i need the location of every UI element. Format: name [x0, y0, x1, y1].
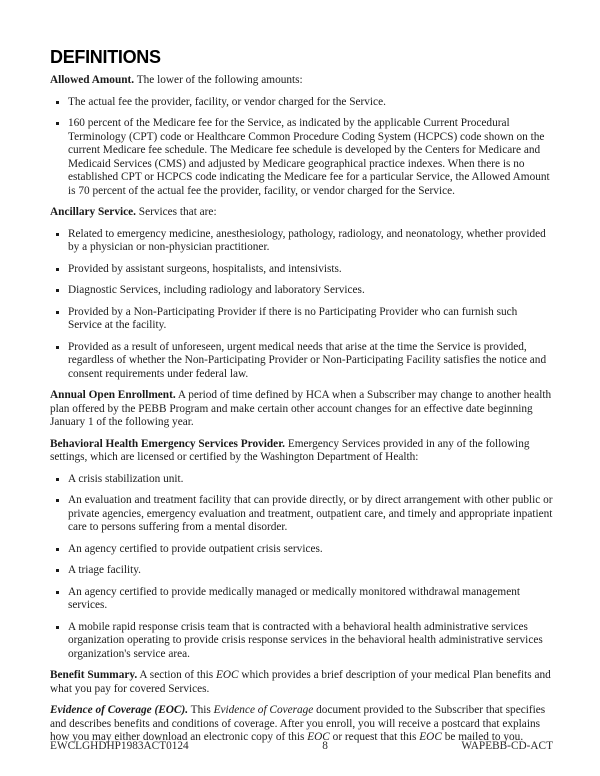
defined-term: Evidence of Coverage (EOC).	[50, 704, 189, 716]
bullet-item	[50, 564, 553, 578]
bullet-item	[50, 306, 553, 333]
definition-paragraph	[50, 74, 553, 88]
bullet-item	[50, 473, 553, 487]
definition-text: Provided as a result of unforeseen, urgent medical needs that arise at the time the Service is provided, regardless of whether the Non-Participating Provider or Non-Participating Facility satisfies the notice and consent requirements under federal law.	[68, 340, 547, 380]
bullet-marker-icon	[56, 591, 59, 594]
defined-term: Allowed Amount.	[50, 74, 135, 86]
definition-text: Services that are:	[135, 206, 217, 218]
defined-term: Benefit Summary.	[50, 669, 138, 681]
page-footer	[50, 740, 553, 754]
definition-paragraph	[50, 669, 553, 696]
bullet-item	[50, 494, 553, 535]
defined-term: Behavioral Health Emergency Services Provider.	[50, 437, 285, 450]
definition-text: Diagnostic Services, including radiology and laboratory Services.	[68, 284, 365, 296]
bullet-item	[50, 621, 553, 662]
definition-text: Related to emergency medicine, anesthesiology, pathology, radiology, and neonatology, whether provided by a physician or non-physician practitioner.	[68, 227, 546, 253]
definitions-content	[50, 74, 553, 745]
definition-paragraph	[50, 704, 553, 745]
defined-term: Annual Open Enrollment.	[50, 389, 176, 401]
bullet-item	[50, 284, 553, 298]
definition-text: Provided by a Non-Participating Provider if there is no Participating Provider who can furnish such Service at the facility.	[68, 305, 518, 331]
bullet-marker-icon	[56, 233, 59, 236]
definition-text: Provided by assistant surgeons, hospitalists, and intensivists.	[68, 262, 342, 275]
definition-text: An agency certified to provide medically managed or medically monitored withdrawal management services.	[68, 585, 521, 611]
bullet-item	[50, 228, 553, 255]
definition-text: An agency certified to provide outpatient crisis services.	[68, 542, 323, 555]
definition-text: EOC	[307, 731, 330, 743]
bullet-marker-icon	[56, 122, 59, 125]
bullet-item	[50, 96, 553, 110]
bullet-marker-icon	[56, 311, 59, 314]
bullet-item	[50, 341, 553, 382]
bullet-item	[50, 117, 553, 198]
definition-paragraph	[50, 389, 553, 430]
definition-text: EOC	[419, 731, 442, 743]
definition-text: A mobile rapid response crisis team that is contracted with a behavioral health administrative services organization operating to provide crisis response services in the behavioral health administrative services organization's service area.	[68, 620, 543, 660]
footer-plan-code: WAPEBB-CD-ACT	[461, 739, 553, 752]
bullet-marker-icon	[56, 289, 59, 292]
bullet-marker-icon	[56, 268, 59, 271]
bullet-marker-icon	[56, 478, 59, 481]
definition-text: Evidence of Coverage	[213, 704, 314, 716]
footer-page-number: 8	[322, 739, 328, 752]
definition-text: The actual fee the provider, facility, or vendor charged for the Service.	[68, 95, 386, 108]
definition-text: An evaluation and treatment facility that can provide directly, or by direct arrangement with other public or private agencies, emergency evaluation and treatment, outpatient care, and timely and appropriate inpatient care to persons suffering from a mental disorder.	[68, 494, 553, 533]
bullet-marker-icon	[56, 346, 59, 349]
definition-text: document provided to the Subscriber that specifies and describes benefits and conditions of coverage. After you enroll, you will receive a postcard that explains how you may either download an electronic copy of this	[50, 704, 546, 743]
definition-text: Emergency Services provided in any of the following settings, which are licensed or certified by the Washington Department of Health:	[50, 437, 530, 463]
page-title: DEFINITIONS	[50, 47, 161, 67]
definition-text: The lower of the following amounts:	[134, 74, 303, 86]
definition-text: A section of this	[137, 669, 216, 681]
definition-text: be mailed to you.	[441, 731, 524, 743]
definition-paragraph	[50, 206, 553, 220]
bullet-marker-icon	[56, 569, 59, 572]
definition-text: which provides a brief description of your medical Plan benefits and what you pay for covered Services.	[50, 669, 551, 695]
definition-paragraph	[50, 438, 553, 465]
definition-text: EOC	[216, 669, 239, 681]
bullet-item	[50, 263, 553, 277]
definition-text: 160 percent of the Medicare fee for the Service, as indicated by the applicable Current Procedural Terminology (CPT) code or Healthcare Common Procedure Coding System (HCPCS) code shown on the current Medicare fee schedule. The Medicare fee schedule is developed by the Centers for Medicare and Medicaid Services (CMS) and adjusted by Medicare geographical practice indexes. When there is no established CPT or HCPCS code indicating the Medicare fee for a particular Service, the Allowed Amount is 70 percent of the actual fee the provider, facility, or vendor charged for the Service.	[68, 117, 550, 197]
bullet-marker-icon	[56, 548, 59, 551]
definition-text: This	[188, 704, 214, 716]
bullet-marker-icon	[56, 626, 59, 629]
definition-text: A period of time defined by HCA when a Subscriber may change to another health plan offered by the PEBB Program and make certain other account changes for an effective date beginning January 1 of the following year.	[50, 389, 552, 428]
bullet-item	[50, 586, 553, 613]
definition-text: A crisis stabilization unit.	[68, 472, 184, 485]
footer-document-code: EWCLGHDHP1983ACT0124	[50, 739, 189, 752]
bullet-marker-icon	[56, 101, 59, 104]
definition-text: or request that this	[329, 731, 420, 743]
bullet-item	[50, 543, 553, 557]
defined-term: Ancillary Service.	[50, 206, 136, 218]
definition-text: A triage facility.	[68, 564, 141, 576]
bullet-marker-icon	[56, 499, 59, 502]
